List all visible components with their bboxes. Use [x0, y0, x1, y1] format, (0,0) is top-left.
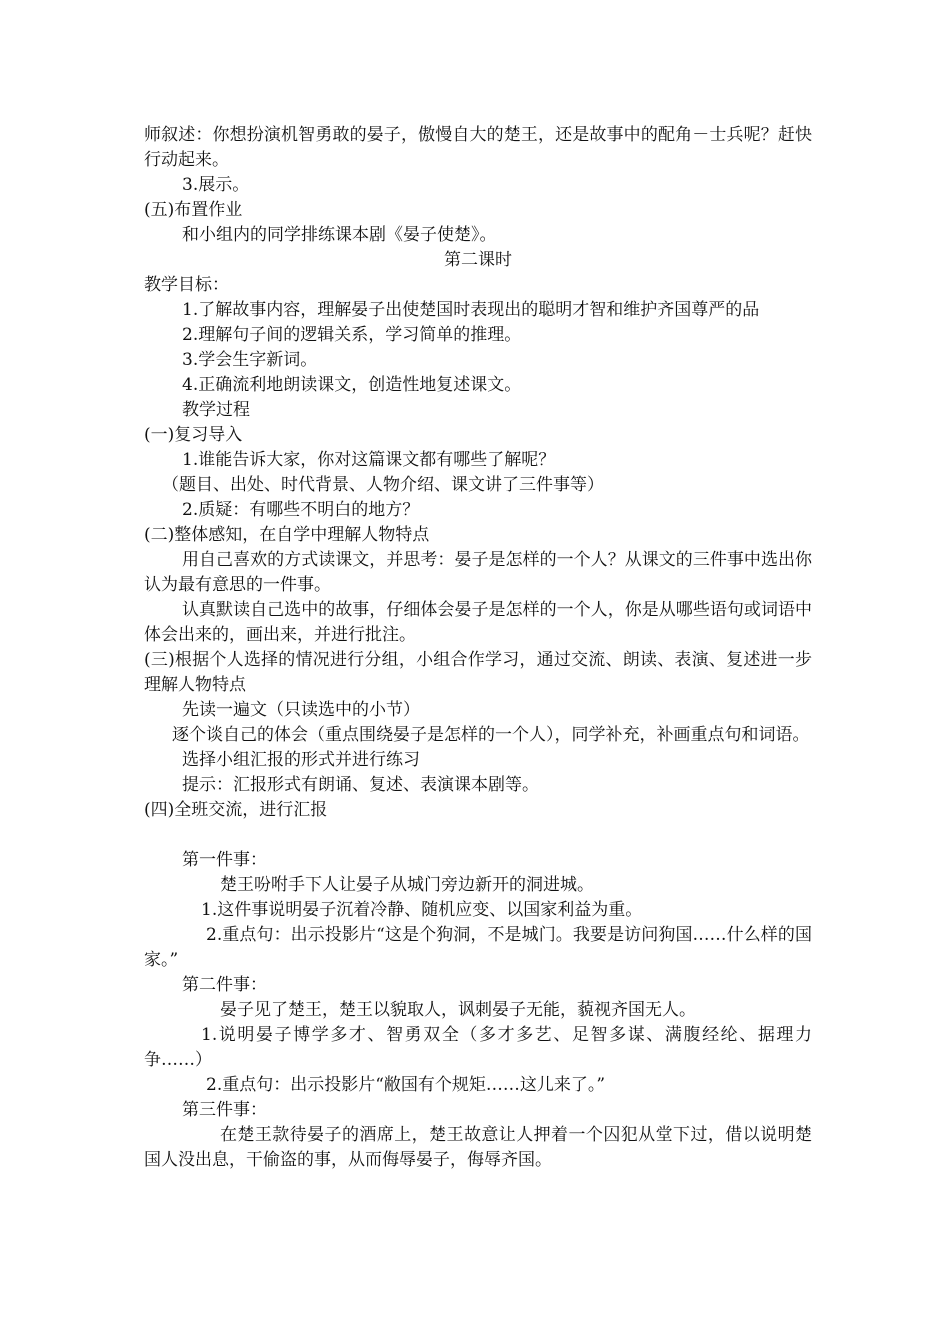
event-1-point-1: 1.这件事说明晏子沉着冷静、随机应变、以国家利益为重。: [201, 900, 643, 920]
event-2-point-2: 2.重点句：出示投影片“敝国有个规矩……这儿来了。”: [206, 1075, 606, 1095]
group-step-3: 选择小组汇报的形式并进行练习: [182, 750, 420, 770]
review-item-2: 2.质疑：有哪些不明白的地方？: [182, 500, 420, 520]
objectives-heading: 教学目标：: [144, 275, 229, 295]
objective-4: 4.正确流利地朗读课文，创造性地复述课文。: [182, 375, 522, 395]
event-1-summary: 楚王吩咐手下人让晏子从城门旁边新开的洞进城。: [220, 875, 594, 895]
process-heading: 教学过程: [182, 400, 250, 420]
overview-paragraph-1: 用自己喜欢的方式读课文，并思考：晏子是怎样的一个人？从课文的三件事中选出你认为最有意思的一件事。: [144, 550, 812, 595]
section-report-heading: (四)全班交流，进行汇报: [144, 800, 328, 820]
lesson-two-title: 第二课时: [444, 250, 512, 270]
blank-line: [144, 823, 812, 848]
section-group-heading: (三)根据个人选择的情况进行分组，小组合作学习，通过交流、朗读、表演、复述进一步理解人物特点: [144, 650, 812, 695]
group-step-1: 先读一遍文（只读选中的小节）: [182, 700, 420, 720]
group-step-tip: 提示：汇报形式有朗诵、复述、表演课本剧等。: [182, 775, 539, 795]
overview-paragraph-2: 认真默读自己选中的故事，仔细体会晏子是怎样的一个人，你是从哪些语句或词语中体会出来的，画出来，并进行批注。: [144, 600, 812, 645]
event-1-heading: 第一件事：: [182, 850, 267, 870]
section-homework-heading: (五)布置作业: [144, 200, 243, 220]
paragraph-narration: 师叙述：你想扮演机智勇敢的晏子，傲慢自大的楚王，还是故事中的配角－士兵呢？赶快行动起来。: [144, 125, 812, 170]
event-1-point-2: 2.重点句：出示投影片“这是个狗洞，不是城门。我要是访问狗国……什么样的国家。”: [144, 925, 812, 970]
homework-text: 和小组内的同学排练课本剧《晏子使楚》。: [182, 225, 497, 245]
review-item-note: （题目、出处、时代背景、人物介绍、课文讲了三件事等）: [162, 475, 604, 495]
event-2-point-1: 1.说明晏子博学多才、智勇双全（多才多艺、足智多谋、满腹经纶、据理力争……）: [144, 1025, 812, 1070]
objective-3: 3.学会生字新词。: [182, 350, 318, 370]
event-2-summary: 晏子见了楚王，楚王以貌取人，讽刺晏子无能，藐视齐国无人。: [220, 1000, 696, 1020]
event-2-heading: 第二件事：: [182, 975, 267, 995]
objective-2: 2.理解句子间的逻辑关系，学习简单的推理。: [182, 325, 522, 345]
document-page: [144, 123, 812, 1173]
event-3-summary: 在楚王款待晏子的酒席上，楚王故意让人押着一个囚犯从堂下过，借以说明楚国人没出息，干偷盗的事，从而侮辱晏子，侮辱齐国。: [144, 1125, 812, 1170]
section-review-heading: (一)复习导入: [144, 425, 243, 445]
group-step-2: 逐个谈自己的体会（重点围绕晏子是怎样的一个人），同学补充，补画重点句和词语。: [172, 725, 810, 745]
step-show: 3.展示。: [182, 175, 250, 195]
event-3-heading: 第三件事：: [182, 1100, 267, 1120]
objective-1: 1.了解故事内容，理解晏子出使楚国时表现出的聪明才智和维护齐国尊严的品: [182, 300, 760, 320]
review-item-1: 1.谁能告诉大家，你对这篇课文都有哪些了解呢？: [182, 450, 556, 470]
section-overview-heading: (二)整体感知，在自学中理解人物特点: [144, 525, 430, 545]
